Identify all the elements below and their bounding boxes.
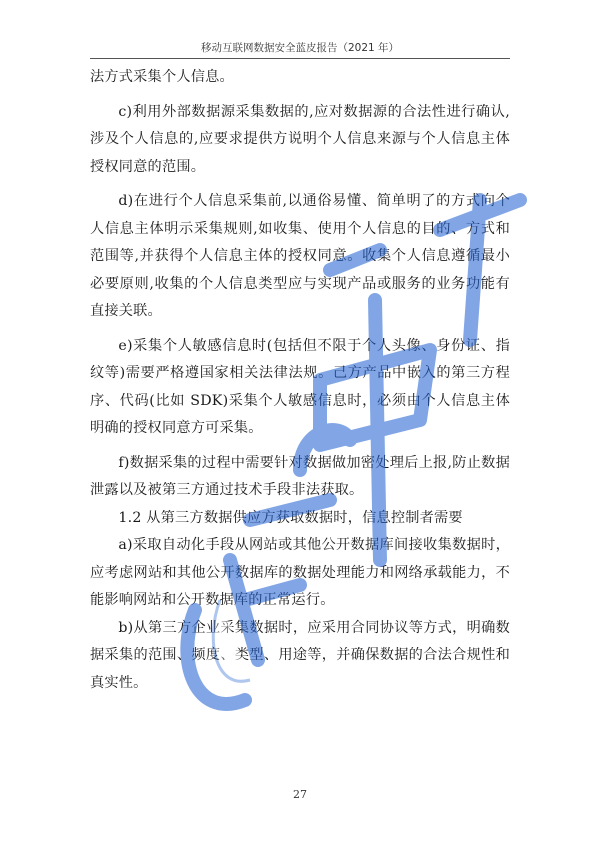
paragraph-c: c)利用外部数据源采集数据的,应对数据源的合法性进行确认,涉及个人信息的,应要求提供方说明个人信息来源与个人信息主体授权同意的范围。 [90, 103, 510, 175]
paragraph-e: e)采集个人敏感信息时(包括但不限于个人头像、身份证、指纹等)需要严格遵国家相关法律法规。己方产品中嵌入的第三方程序、代码(比如 SDK)采集个人敏感信息时，必须由个人信息主体明确的授权同意方可采集。 [90, 337, 510, 436]
page-header: 移动互联网数据安全蓝皮报告（2021 年） [200, 42, 400, 54]
paragraph-continuation: 法方式采集个人信息。 [90, 69, 234, 85]
header-divider [90, 58, 510, 59]
document-body [90, 64, 510, 697]
paragraph-a: a)采取自动化手段从网站或其他公开数据库间接收集数据时，应考虑网站和其他公开数据库的数据处理能力和网络承载能力，不能影响网站和公开数据库的正常运行。 [90, 537, 510, 608]
paragraph-f: f)数据采集的过程中需要针对数据做加密处理后上报,防止数据泄露以及被第三方通过技术手段非法获取。 [90, 454, 510, 498]
section-heading-1-2: 1.2 从第三方数据供应方获取数据时，信息控制者需要 [118, 509, 463, 526]
paragraph-b: b)从第三方企业采集数据时，应采用合同协议等方式，明确数据采集的范围、频度、类型、用途等，并确保数据的合法合规性和真实性。 [90, 619, 510, 691]
page-number: 27 [293, 788, 307, 801]
paragraph-d: d)在进行个人信息采集前,以通俗易懂、简单明了的方式向个人信息主体明示采集规则,如收集、使用个人信息的目的、方式和范围等,并获得个人信息主体的授权同意。收集个人信息遵循最小必要原则,收集的个人信息类型应与实现产品或服务的业务功能有直接关联。 [90, 193, 510, 319]
